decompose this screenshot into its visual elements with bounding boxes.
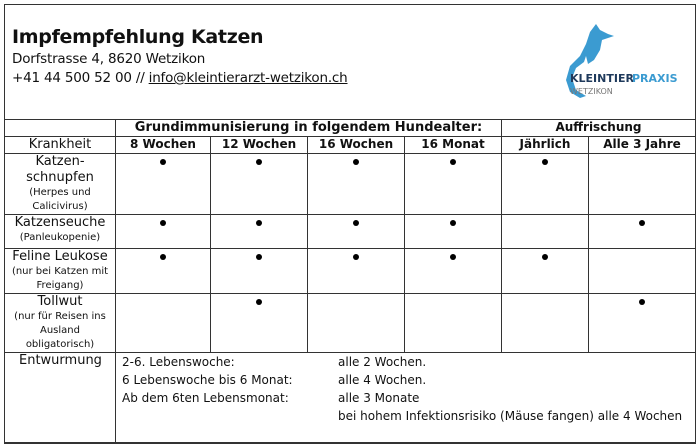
header — [12, 26, 348, 86]
disease-cell — [5, 294, 116, 353]
column-header: 16 Monat — [405, 137, 502, 154]
mark-cell — [589, 249, 696, 294]
mark-cell — [116, 154, 211, 215]
mark-cell — [308, 249, 405, 294]
page-title: Impfempfehlung Katzen — [12, 26, 264, 48]
group-basic: Grundimmunisierung in folgendem Hundealter: — [116, 120, 502, 137]
bullet-icon — [450, 220, 456, 226]
mark-cell — [308, 215, 405, 249]
deworm-age — [122, 409, 338, 424]
disease-note: (nur bei Katzen mit Freigang) — [11, 266, 109, 291]
disease-note: (Panleukopenie) — [19, 232, 101, 243]
mark-cell — [116, 215, 211, 249]
deworm-frequency: alle 4 Wochen. — [338, 373, 427, 387]
disease-cell — [5, 249, 116, 294]
bullet-icon — [542, 254, 548, 260]
bullet-icon — [256, 159, 262, 165]
column-header: 16 Wochen — [308, 137, 405, 154]
bullet-icon — [353, 220, 359, 226]
blank-cell — [5, 120, 116, 137]
mark-cell — [211, 215, 308, 249]
mark-cell — [502, 154, 589, 215]
mark-cell — [405, 215, 502, 249]
mark-cell — [502, 294, 589, 353]
column-header: 8 Wochen — [116, 137, 211, 154]
mark-cell — [405, 154, 502, 215]
deworm-row — [5, 353, 696, 443]
disease-name: Katzenseuche — [14, 215, 106, 230]
table-row — [5, 249, 696, 294]
mark-cell — [502, 249, 589, 294]
mark-cell — [589, 154, 696, 215]
column-header: Jährlich — [502, 137, 589, 154]
mark-cell — [308, 294, 405, 353]
mark-cell — [502, 215, 589, 249]
bullet-icon — [353, 159, 359, 165]
bullet-icon — [256, 220, 262, 226]
bullet-icon — [450, 159, 456, 165]
mark-cell — [116, 249, 211, 294]
address: Dorfstrasse 4, 8620 Wetzikon — [12, 51, 206, 67]
logo-sub: WETZIKON — [570, 87, 613, 96]
disease-name: Tollwut — [37, 294, 83, 309]
mark-cell — [405, 294, 502, 353]
mark-cell — [211, 154, 308, 215]
column-header: Alle 3 Jahre — [589, 137, 696, 154]
column-header: Krankheit — [5, 137, 116, 154]
logo-name1: KLEINTIER — [570, 72, 634, 85]
deworm-frequency: alle 2 Wochen. — [338, 355, 427, 369]
contact-line — [12, 70, 348, 86]
logo — [560, 16, 690, 106]
deworm-frequency: alle 3 Monate — [338, 391, 420, 405]
mark-cell — [116, 294, 211, 353]
bullet-icon — [542, 159, 548, 165]
bullet-icon — [353, 254, 359, 260]
bullet-icon — [639, 299, 645, 305]
deworm-age: 6 Lebenswoche bis 6 Monat: — [122, 373, 293, 387]
bullet-icon — [450, 254, 456, 260]
mark-cell — [211, 249, 308, 294]
disease-cell — [5, 215, 116, 249]
disease-name: Feline Leukose — [12, 249, 108, 264]
phone: +41 44 500 52 00 // — [12, 70, 145, 86]
bullet-icon — [160, 254, 166, 260]
disease-cell — [5, 154, 116, 215]
table-row — [5, 294, 696, 353]
email-link[interactable]: info@kleintierarzt-wetzikon.ch — [148, 70, 348, 86]
bullet-icon — [160, 220, 166, 226]
group-booster: Auffrischung — [502, 120, 696, 137]
deworm-age: 2-6. Lebenswoche: — [122, 355, 235, 369]
deworm-age: Ab dem 6ten Lebensmonat: — [122, 391, 289, 405]
bullet-icon — [256, 254, 262, 260]
bullet-icon — [256, 299, 262, 305]
deworm-label: Entwurmung — [5, 353, 116, 443]
mark-cell — [405, 249, 502, 294]
table-row — [5, 215, 696, 249]
mark-cell — [211, 294, 308, 353]
disease-note: (nur für Reisen ins Ausland obligatorisch) — [14, 311, 106, 350]
column-header: 12 Wochen — [211, 137, 308, 154]
logo-name2: PRAXIS — [632, 72, 678, 85]
bullet-icon — [639, 220, 645, 226]
vaccination-table — [4, 119, 696, 443]
deworm-frequency: bei hohem Infektionsrisiko (Mäuse fangen) alle 4 Wochen — [338, 409, 683, 423]
mark-cell — [308, 154, 405, 215]
disease-note: (Herpes und Calicivirus) — [29, 187, 91, 212]
disease-name: Katzen-schnupfen — [26, 154, 94, 185]
bullet-icon — [160, 159, 166, 165]
table-row — [5, 154, 696, 215]
mark-cell — [589, 294, 696, 353]
mark-cell — [589, 215, 696, 249]
